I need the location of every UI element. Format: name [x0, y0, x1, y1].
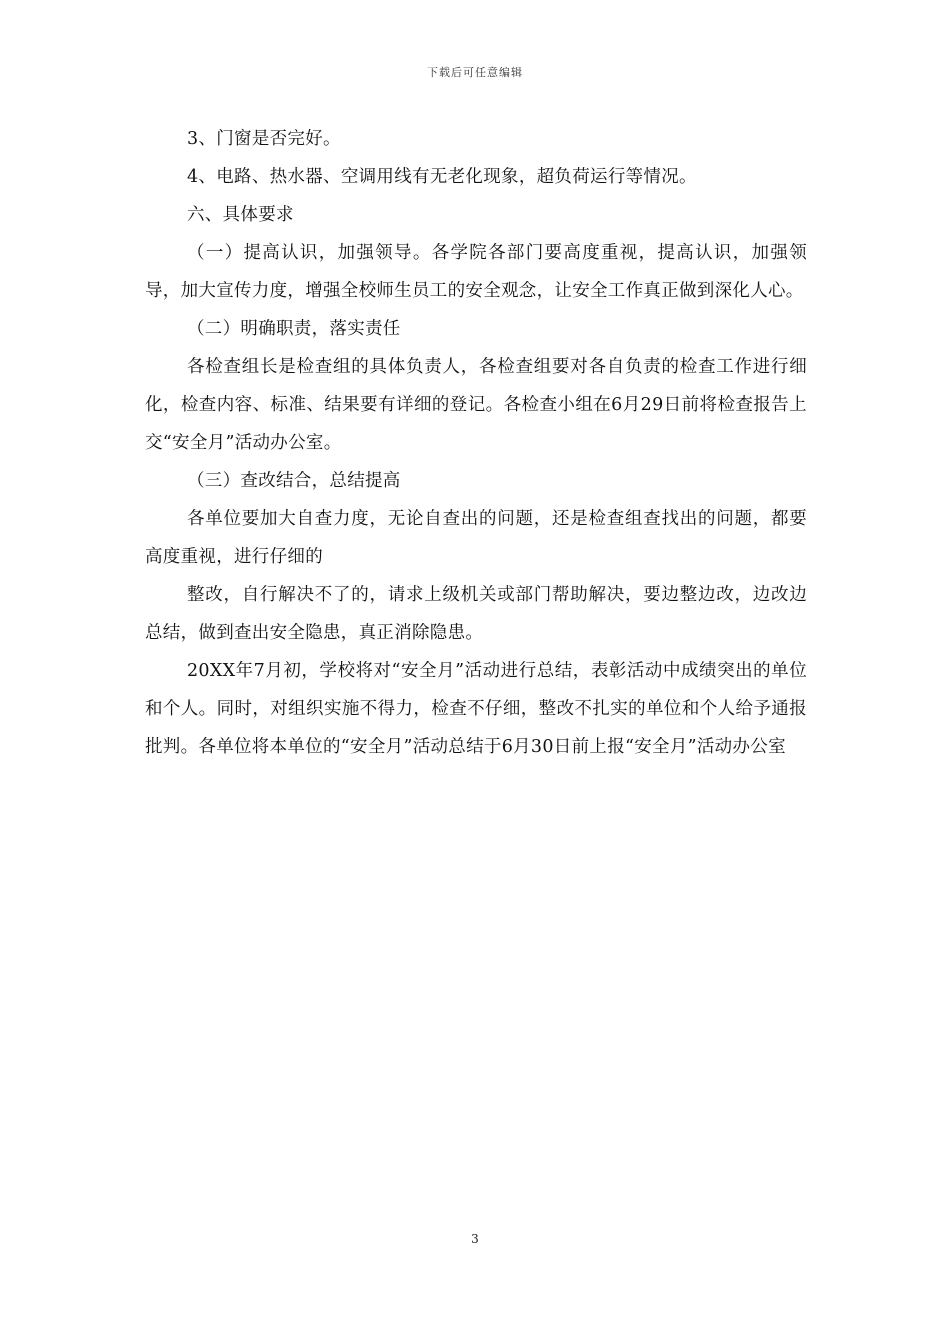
- paragraph-self-check: 各单位要加大自查力度，无论自查出的问题，还是检查组查找出的问题，都要高度重视，进行仔细的: [145, 509, 807, 567]
- paragraph-item-4: 4、电路、热水器、空调用线有无老化现象，超负荷运行等情况。: [187, 167, 697, 187]
- page-header: 下载后可任意编辑: [427, 66, 523, 79]
- subheading-summary: （三）查改结合，总结提高: [187, 471, 401, 491]
- subheading-responsibility: （二）明确职责，落实责任: [187, 319, 401, 339]
- paragraph-conclusion: 20XX年7月初，学校将对“安全月”活动进行总结，表彰活动中成绩突出的单位和个人。同时，对组织实施不得力，检查不仔细，整改不扎实的单位和个人给予通报批判。各单位将本单位的“安全月”活动总结于6月30日前上报“安全月”活动办公室: [145, 661, 807, 757]
- paragraph-item-3: 3、门窗是否完好。: [187, 129, 341, 149]
- document-body: [145, 120, 807, 766]
- page-number: 3: [471, 1232, 479, 1246]
- paragraph-leadership: （一）提高认识，加强领导。各学院各部门要高度重视，提高认识，加强领导，加大宣传力度，增强全校师生员工的安全观念，让安全工作真正做到深化人心。: [145, 243, 807, 301]
- paragraph-rectification: 整改，自行解决不了的，请求上级机关或部门帮助解决，要边整边改，边改边总结，做到查出安全隐患，真正消除隐患。: [145, 585, 807, 643]
- paragraph-responsibility: 各检查组长是检查组的具体负责人，各检查组要对各自负责的检查工作进行细化，检查内容、标准、结果要有详细的登记。各检查小组在6月29日前将检查报告上交“安全月”活动办公室。: [145, 357, 807, 453]
- section-heading-requirements: 六、具体要求: [187, 205, 294, 225]
